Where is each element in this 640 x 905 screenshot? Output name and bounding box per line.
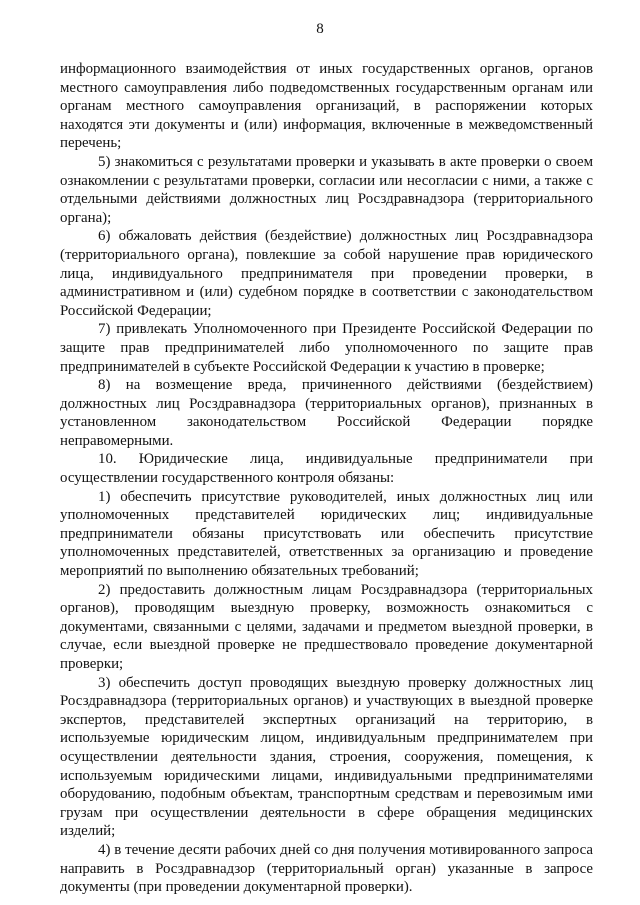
paragraph-duty-1: 1) обеспечить присутствие руководителей, иных должностных лиц или уполномоченных представителей юридических лиц; индивидуальные предприниматели обязаны присутствовать или обеспечить присутствие уполномоченных представителей, ответственных за организацию и проведение мероприятий по выполнению обязательных требований; xyxy=(60,488,593,580)
paragraph-item-8: 8) на возмещение вреда, причиненного действиями (бездействием) должностных лиц Росздравнадзора (территориальных органов), признанных в установленном законодательством Российской Федерации порядке неправомерными. xyxy=(60,377,593,449)
paragraph-item-6: 6) обжаловать действия (бездействие) должностных лиц Росздравнадзора (территориального органа), повлекшие за собой нарушение прав юридического лица, индивидуального предпринимателя при проведении проверки, в административном и (или) судебном порядке в соответствии с законодательством Российской Федерации; xyxy=(60,228,593,319)
paragraph-item-7: 7) привлекать Уполномоченного при Президенте Российской Федерации по защите прав предпринимателей либо уполномоченного по защите прав предпринимателей в субъекте Российской Федерации к участию в проверке; xyxy=(60,321,593,375)
page-number: 8 xyxy=(316,21,324,37)
paragraph-duty-4: 4) в течение десяти рабочих дней со дня получения мотивированного запроса направить в Росздравнадзор (территориальный орган) указанные в запросе документы (при проведении документарной проверки). xyxy=(60,841,593,896)
paragraph-continuation: информационного взаимодействия от иных государственных органов, органов местного самоуправления либо подведомственных государственным органам или органам местного самоуправления организаций, в распоряжении которых находятся эти документы и (или) информация, включенные в межведомственный перечень; xyxy=(60,61,593,152)
paragraph-duty-3: 3) обеспечить доступ проводящих выездную проверку должностных лиц Росздравнадзора (территориальных органов) и участвующих в выездной проверке экспертов, представителей экспертных организаций на территорию, в используемые юридическим лицом, индивидуальным предпринимателем при осуществлении деятельности здания, строения, сооружения, помещения, к используемым юридическими лицами, индивидуальными предпринимателями оборудованию, подобным объектам, транспортным средствам и перевозимым ими грузам при осуществлении деятельности в сфере обращения медицинских изделий; xyxy=(60,674,593,840)
paragraph-duty-2: 2) предоставить должностным лицам Росздравнадзора (территориальных органов), проводящим выездную проверку, возможность ознакомиться с документами, связанными с целями, задачами и предметом выездной проверки, в случае, если выездной проверке не предшествовало проведение документарной проверки; xyxy=(60,581,593,672)
document-body xyxy=(60,60,593,897)
paragraph-item-5: 5) знакомиться с результатами проверки и указывать в акте проверки о своем ознакомлении с результатами проверки, согласии или несогласии с ними, а также с отдельными действиями должностных лиц Росздравнадзора (территориального органа); xyxy=(60,153,593,226)
paragraph-section-10: 10. Юридические лица, индивидуальные предприниматели при осуществлении государственного контроля обязаны: xyxy=(60,451,593,487)
